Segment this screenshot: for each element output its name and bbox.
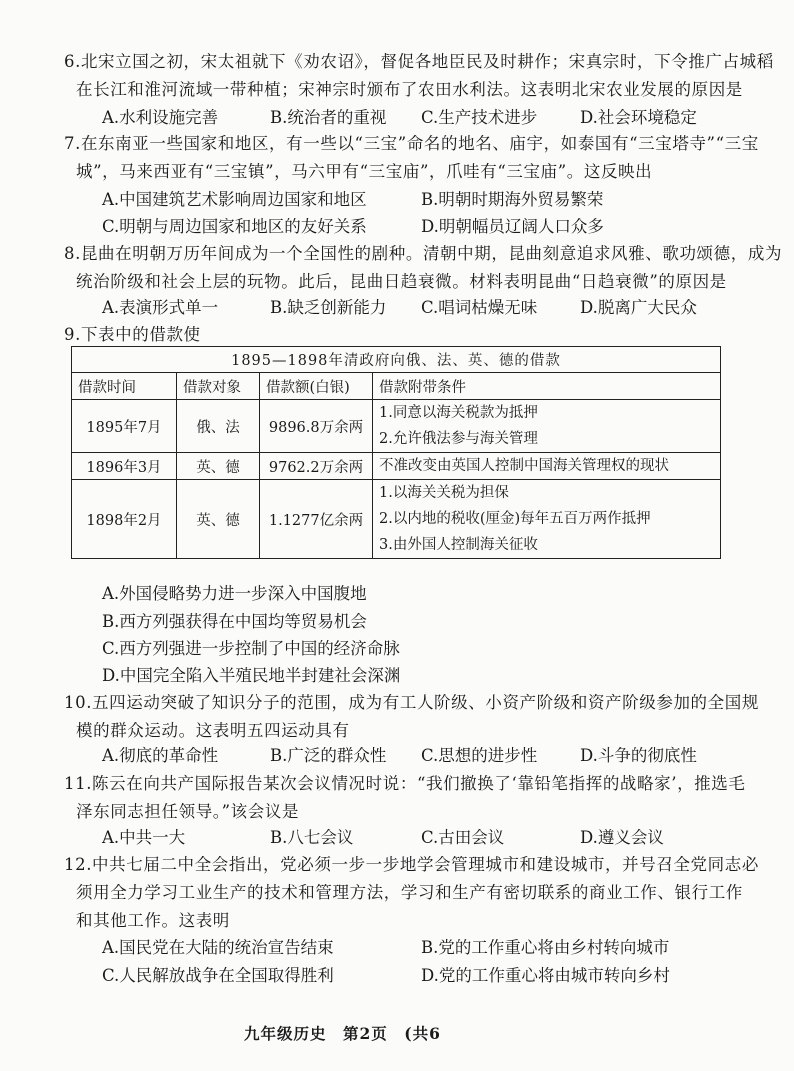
row-target: 俄、法 (177, 400, 260, 453)
table-caption: 1895—1898年清政府向俄、法、英、德的借款 (72, 347, 721, 373)
table-row (72, 480, 721, 559)
condition-item: 1.以海关关税为担保 (379, 485, 509, 501)
option-a[interactable]: A.表演形式单一 (102, 298, 219, 317)
question-stem-line: 须用全力学习工业生产的技术和管理方法，学习和生产有密切联系的商业工作、银行工作 (76, 883, 743, 902)
question-stem-line: 统治阶级和社会上层的玩物。此后，昆曲日趋衰微。材料表明昆曲“日趋衰微”的原因是 (76, 272, 727, 291)
question-stem-line: 在长江和淮河流域一带种植；宋神宗时颁布了农田水利法。这表明北宋农业发展的原因是 (76, 80, 743, 99)
option-b[interactable]: B.八七会议 (270, 828, 354, 847)
row-time: 1896年3月 (72, 453, 177, 480)
row-conditions (373, 453, 721, 480)
question-stem-line: 9.下表中的借款使 (64, 325, 201, 344)
row-target: 英、德 (177, 453, 260, 480)
question-stem-line: 7.在东南亚一些国家和地区，有一些以“三宝”命名的地名、庙宇，如泰国有“三宝塔寺”“三宝 (64, 134, 759, 153)
option-b[interactable]: B.统治者的重视 (270, 108, 387, 127)
option-b[interactable]: B.广泛的群众性 (270, 746, 387, 765)
loan-table (71, 346, 721, 559)
condition-item: 1.同意以海关税款为抵押 (379, 405, 538, 421)
table-row (72, 400, 721, 453)
row-amount: 1.1277亿余两 (260, 480, 373, 559)
row-conditions (373, 480, 721, 559)
option-a[interactable]: A.外国侵略势力进一步深入中国腹地 (102, 584, 367, 603)
option-c[interactable]: C.思想的进步性 (421, 746, 538, 765)
question-stem-line: 城”，马来西亚有“三宝镇”，马六甲有“三宝庙”，爪哇有“三宝庙”。这反映出 (76, 162, 653, 181)
header-amount: 借款额(白银) (260, 373, 373, 400)
option-a[interactable]: A.中国建筑艺术影响周边国家和地区 (102, 190, 367, 209)
question-stem-line: 模的群众运动。这表明五四运动具有 (76, 721, 350, 740)
option-a[interactable]: A.彻底的革命性 (102, 746, 219, 765)
row-amount: 9762.2万余两 (260, 453, 373, 480)
row-time: 1895年7月 (72, 400, 177, 453)
option-d[interactable]: D.遵义会议 (580, 828, 664, 847)
option-a[interactable]: A.国民党在大陆的统治宣告结束 (102, 938, 334, 957)
question-stem-line: 12.中共七届二中全会指出，党必须一步一步地学会管理城市和建设城市，并号召全党同志必 (64, 855, 759, 874)
option-d[interactable]: D.斗争的彻底性 (580, 746, 697, 765)
row-conditions (373, 400, 721, 453)
option-c[interactable]: C.生产技术进步 (421, 108, 538, 127)
header-time: 借款时间 (72, 373, 177, 400)
option-d[interactable]: D.社会环境稳定 (580, 108, 697, 127)
option-d[interactable]: D.党的工作重心将由城市转向乡村 (421, 966, 670, 985)
question-stem-line: 8.昆曲在明朝万历年间成为一个全国性的剧种。清朝中期，昆曲刻意追求风雅、歌功颂德，成为 (64, 244, 783, 263)
question-stem-line: 6.北宋立国之初，宋太祖就下《劝农诏》，督促各地臣民及时耕作；宋真宗时，下令推广占城稻 (64, 52, 774, 71)
header-conditions: 借款附带条件 (373, 373, 721, 400)
option-a[interactable]: A.水利设施完善 (102, 108, 219, 127)
row-time: 1898年2月 (72, 480, 177, 559)
question-stem-line: 11.陈云在向共产国际报告某次会议情况时说：“我们撤换了‘靠铅笔指挥的战略家’，推选毛 (64, 774, 746, 793)
option-b[interactable]: B.西方列强获得在中国均等贸易机会 (102, 612, 367, 631)
option-a[interactable]: A.中共一大 (102, 828, 186, 847)
row-target: 英、德 (177, 480, 260, 559)
option-d[interactable]: D.中国完全陷入半殖民地半封建社会深渊 (102, 666, 401, 685)
table-row (72, 453, 721, 480)
question-stem-line: 10.五四运动突破了知识分子的范围，成为有工人阶级、小资产阶级和资产阶级参加的全国规 (64, 693, 759, 712)
row-amount: 9896.8万余两 (260, 400, 373, 453)
page-footer: 九年级历史 第2页 (共6 (244, 1024, 441, 1043)
option-d[interactable]: D.明朝幅员辽阔人口众多 (421, 217, 604, 236)
table-header-row (72, 373, 721, 400)
option-d[interactable]: D.脱离广大民众 (580, 298, 697, 317)
option-b[interactable]: B.党的工作重心将由乡村转向城市 (421, 938, 670, 957)
condition-item: 2.以内地的税收(厘金)每年五百万两作抵押 (379, 511, 651, 527)
option-c[interactable]: C.人民解放战争在全国取得胜利 (102, 966, 334, 985)
condition-item: 3.由外国人控制海关征收 (379, 537, 538, 553)
question-stem-line: 泽东同志担任领导。”该会议是 (76, 802, 300, 821)
condition-item: 不准改变由英国人控制中国海关管理权的现状 (379, 458, 669, 474)
condition-item: 2.允许俄法参与海关管理 (379, 431, 538, 447)
option-c[interactable]: C.明朝与周边国家和地区的友好关系 (102, 217, 367, 236)
option-c[interactable]: C.古田会议 (421, 828, 505, 847)
option-b[interactable]: B.明朝时期海外贸易繁荣 (421, 190, 604, 209)
header-target: 借款对象 (177, 373, 260, 400)
option-c[interactable]: C.西方列强进一步控制了中国的经济命脉 (102, 639, 400, 658)
question-stem-line: 和其他工作。这表明 (76, 911, 230, 930)
option-c[interactable]: C.唱词枯燥无味 (421, 298, 538, 317)
option-b[interactable]: B.缺乏创新能力 (270, 298, 387, 317)
